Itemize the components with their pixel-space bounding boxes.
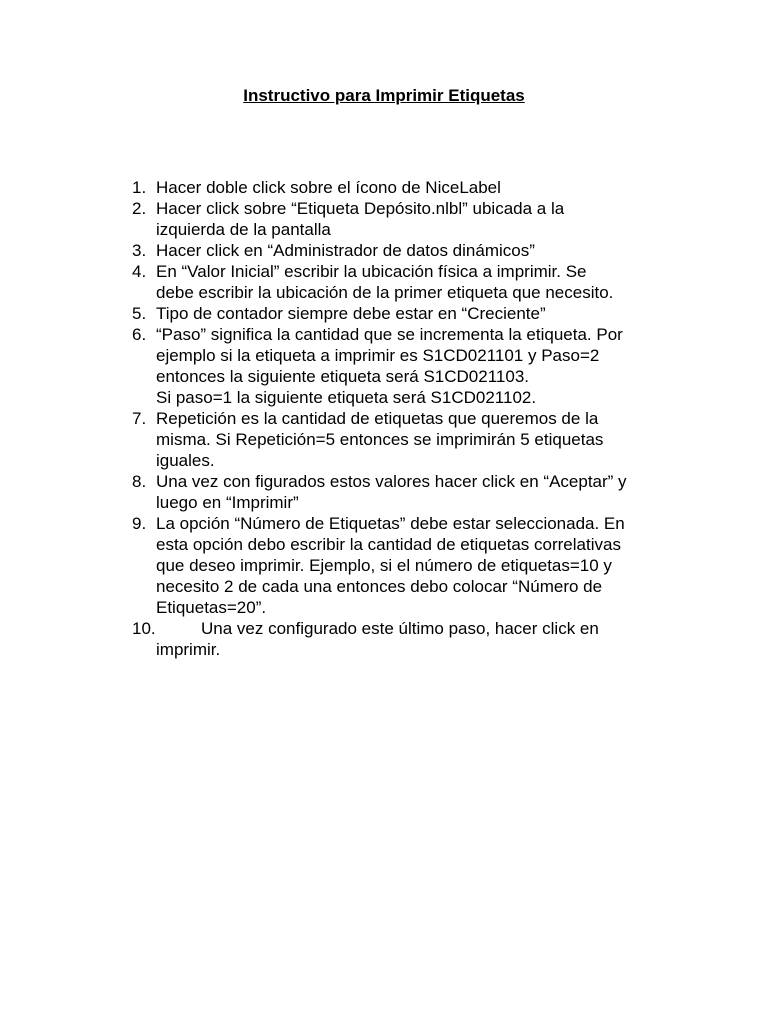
- step-text-line: necesito 2 de cada una entonces debo colocar “Número de: [156, 577, 603, 596]
- step-number: 4.: [132, 262, 147, 281]
- step-text-line: Etiquetas=20”.: [156, 598, 267, 617]
- step-text-line: entonces la siguiente etiqueta será S1CD021103.: [156, 367, 529, 386]
- step-text-line: debe escribir la ubicación de la primer etiqueta que necesito.: [156, 283, 614, 302]
- step-text-line: Una vez configurado este último paso, hacer click en: [201, 619, 599, 638]
- instruction-step-3: [132, 240, 662, 261]
- instruction-step-8: [132, 471, 662, 513]
- step-text-line: Si paso=1 la siguiente etiqueta será S1CD021102.: [156, 388, 537, 407]
- instruction-step-4: [132, 261, 662, 303]
- step-number: 8.: [132, 472, 147, 491]
- step-number: 5.: [132, 304, 147, 323]
- instruction-step-10: [132, 618, 662, 660]
- step-number: 2.: [132, 199, 147, 218]
- step-number: 9.: [132, 514, 147, 533]
- step-text-line: Tipo de contador siempre debe estar en “Creciente”: [156, 304, 546, 323]
- step-text-line: “Paso” significa la cantidad que se incrementa la etiqueta. Por: [156, 325, 623, 344]
- document-title: Instructivo para Imprimir Etiquetas: [243, 86, 525, 105]
- step-text-line: La opción “Número de Etiquetas” debe estar seleccionada. En: [156, 514, 625, 533]
- instruction-step-9: [132, 513, 662, 618]
- step-number: 1.: [132, 178, 147, 197]
- step-text-line: misma. Si Repetición=5 entonces se imprimirán 5 etiquetas: [156, 430, 604, 449]
- step-text-line: Hacer click en “Administrador de datos dinámicos”: [156, 241, 535, 260]
- instruction-step-2: [132, 198, 662, 240]
- step-number: 10.: [132, 619, 156, 638]
- step-number: 7.: [132, 409, 147, 428]
- step-text-line: que deseo imprimir. Ejemplo, si el número de etiquetas=10 y: [156, 556, 612, 575]
- step-text-line: Una vez con figurados estos valores hacer click en “Aceptar” y: [156, 472, 627, 491]
- instruction-step-6: [132, 324, 662, 408]
- step-text-line: luego en “Imprimir”: [156, 493, 299, 512]
- instruction-step-7: [132, 408, 662, 471]
- instruction-step-5: [132, 303, 662, 324]
- instruction-step-1: [132, 177, 662, 198]
- step-number: 3.: [132, 241, 147, 260]
- step-text-line: esta opción debo escribir la cantidad de etiquetas correlativas: [156, 535, 621, 554]
- step-text-line: En “Valor Inicial” escribir la ubicación física a imprimir. Se: [156, 262, 587, 281]
- step-text-line: Repetición es la cantidad de etiquetas que queremos de la: [156, 409, 599, 428]
- step-text-line: imprimir.: [156, 640, 221, 659]
- step-text-line: iguales.: [156, 451, 215, 470]
- step-text-line: Hacer doble click sobre el ícono de NiceLabel: [156, 178, 501, 197]
- step-text-line: Hacer click sobre “Etiqueta Depósito.nlbl” ubicada a la: [156, 199, 565, 218]
- step-text-line: izquierda de la pantalla: [156, 220, 331, 239]
- step-text-line: ejemplo si la etiqueta a imprimir es S1CD021101 y Paso=2: [156, 346, 600, 365]
- instruction-list: [132, 177, 662, 660]
- step-number: 6.: [132, 325, 147, 344]
